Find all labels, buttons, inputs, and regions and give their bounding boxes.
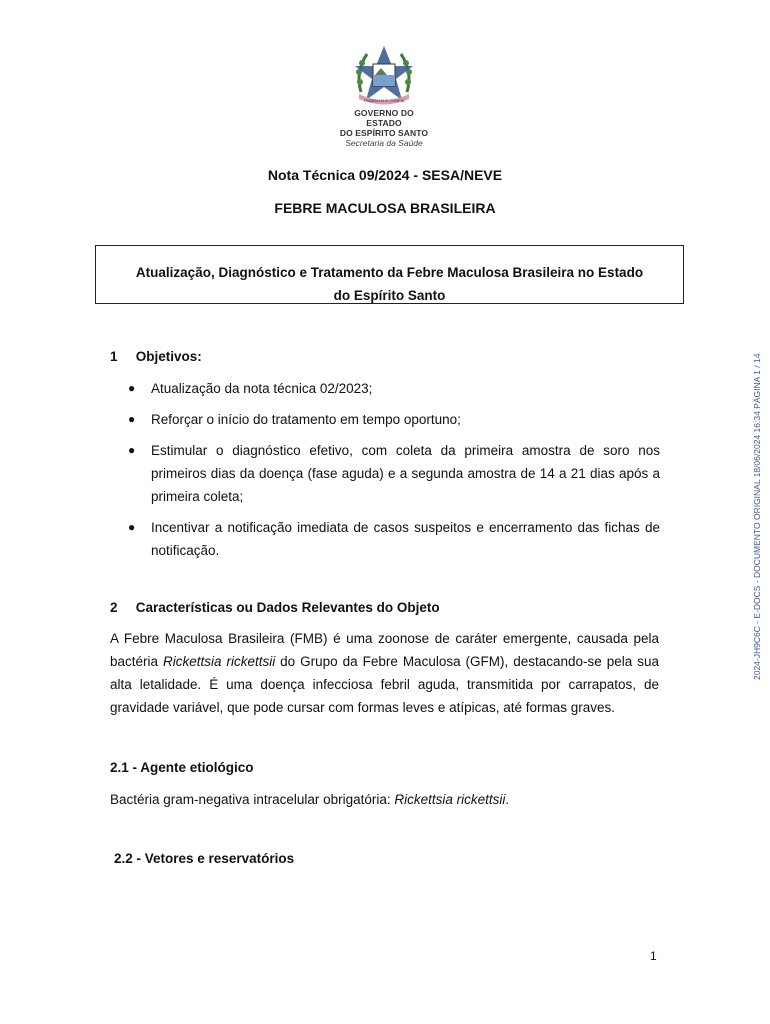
paragraph-text: . bbox=[505, 792, 510, 807]
summary-box-line-2: do Espírito Santo bbox=[333, 288, 446, 303]
section-1-title: Objetivos: bbox=[135, 349, 202, 364]
document-stamp bbox=[752, 315, 768, 680]
note-title: Nota Técnica 09/2024 - SESA/NEVE bbox=[267, 167, 503, 183]
section-2-2-heading: 2.2 - Vetores e reservatórios bbox=[114, 851, 295, 866]
page-number: 1 bbox=[650, 949, 657, 963]
bullet-icon: ● bbox=[128, 443, 136, 457]
section-2-1-paragraph bbox=[110, 788, 659, 811]
coat-of-arms-icon bbox=[351, 42, 417, 108]
government-logo bbox=[336, 42, 432, 149]
species-name: Rickettsia rickettsii bbox=[162, 654, 276, 669]
summary-box-line-1: Atualização, Diagnóstico e Tratamento da Febre Maculosa Brasileira no Estado bbox=[135, 265, 644, 280]
bullet-icon: ● bbox=[128, 412, 136, 426]
svg-text:TRABALHA E CONFIA: TRABALHA E CONFIA bbox=[363, 98, 405, 103]
list-item bbox=[128, 377, 660, 400]
list-item bbox=[128, 516, 660, 562]
section-1-heading bbox=[110, 349, 202, 364]
section-2-number: 2 bbox=[110, 600, 118, 615]
paragraph-text: do Grupo da Febre Maculosa (GFM), destacando-se pela sua alta letalidade. É uma doença infecciosa febril aguda, transmitida por carrapatos, de gravidade variável, que pode cursar com formas leves e atípicas, até formas graves. bbox=[110, 654, 659, 715]
paragraph-text: A Febre Maculosa Brasileira (FMB) é uma zoonose de caráter emergente, causada pela bactéria bbox=[110, 631, 659, 669]
summary-box bbox=[95, 245, 684, 304]
logo-line-3: Secretaria da Saúde bbox=[345, 138, 423, 148]
logo-line-1: GOVERNO DO ESTADO bbox=[354, 108, 414, 128]
logo-line-2: DO ESPÍRITO SANTO bbox=[339, 128, 429, 138]
bullet-icon: ● bbox=[128, 520, 136, 534]
list-item-text: Incentivar a notificação imediata de casos suspeitos e encerramento das fichas de notificação. bbox=[151, 520, 660, 558]
list-item bbox=[128, 408, 660, 431]
paragraph-text: Bactéria gram-negativa intracelular obrigatória: bbox=[110, 792, 395, 807]
section-2-1-heading: 2.1 - Agente etiológico bbox=[110, 760, 254, 775]
section-2-heading bbox=[110, 600, 440, 615]
section-2-title: Características ou Dados Relevantes do Objeto bbox=[135, 600, 440, 615]
list-item-text: Estimular o diagnóstico efetivo, com coleta da primeira amostra de soro nos primeiros dias da doença (fase aguda) e a segunda amostra de 14 a 21 dias após a primeira coleta; bbox=[151, 443, 660, 504]
species-name: Rickettsia rickettsii bbox=[394, 792, 506, 807]
list-item-text: Atualização da nota técnica 02/2023; bbox=[151, 381, 373, 396]
objectives-list bbox=[128, 377, 660, 570]
list-item-text: Reforçar o início do tratamento em tempo oportuno; bbox=[151, 412, 461, 427]
document-stamp-text: 2024-JH9C6C - E-DOCS - DOCUMENTO ORIGINAL 18/06/2024 16:34 PÁGINA 1 / 14 bbox=[752, 353, 762, 680]
section-1-number: 1 bbox=[110, 349, 118, 364]
list-item bbox=[128, 439, 660, 508]
subject-title: FEBRE MACULOSA BRASILEIRA bbox=[274, 200, 496, 216]
bullet-icon: ● bbox=[128, 381, 136, 395]
section-2-paragraph bbox=[110, 627, 659, 719]
